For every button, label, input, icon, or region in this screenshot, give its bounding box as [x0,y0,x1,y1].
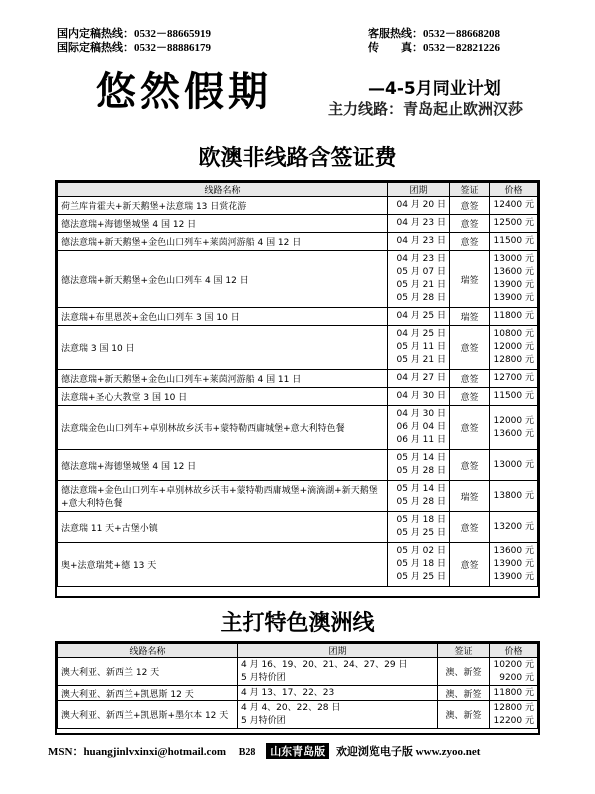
departure-date: 05 月 14 日 [396,453,446,463]
column-header: 签证 [450,183,490,197]
price [490,450,538,481]
route-name: 德法意瑞+新天鹅堡+金色山口列车+莱茵河游船 4 国 12 日 [58,233,388,251]
visa-type: 瑞签 [450,481,490,512]
table-row [58,215,538,233]
departure-date: 04 月 25 日 [396,329,446,339]
visa-type: 意签 [450,543,490,587]
table-row [58,686,538,701]
visa-type: 瑞签 [450,308,490,326]
route-name: 澳大利亚、新西兰+凯恩斯 12 天 [58,686,238,701]
departure-dates [388,233,450,251]
route-name: 法意瑞 3 国 10 日 [58,326,388,370]
price-value: 12000 元 [493,415,534,426]
plan-subtitle: —4-5月同业计划 [368,79,501,99]
price [490,233,538,251]
route-name: 法意瑞 11 天+古堡小镇 [58,512,388,543]
departure-dates [238,658,438,686]
price [490,308,538,326]
table-row [58,370,538,388]
price-value: 13600 元 [493,267,534,277]
table-row [58,326,538,370]
departure-date: 05 月 14 日 [396,484,446,494]
australia-routes-table [57,643,538,729]
price-value: 13900 元 [493,293,534,303]
departure-dates [388,543,450,587]
departure-dates [388,370,450,388]
route-name: 法意瑞+圣心大教堂 3 国 10 日 [58,388,388,406]
departure-date: 05 月 28 日 [396,293,446,303]
column-header: 团期 [238,644,438,658]
departure-date: 06 月 11 日 [396,435,446,445]
column-header: 线路名称 [58,644,238,658]
visa-type: 意签 [450,512,490,543]
departure-date: 04 月 27 日 [396,373,446,383]
departure-dates [388,215,450,233]
departure-date: 05 月 28 日 [396,497,446,507]
column-header: 价格 [490,644,538,658]
price [490,686,538,701]
price-value: 12500 元 [493,218,534,228]
departure-date: 5 月特价团 [241,715,286,726]
departure-date: 05 月 28 日 [396,466,446,476]
route-name: 德法意瑞+海德堡城堡 4 国 12 日 [58,450,388,481]
departure-date: 05 月 18 日 [396,515,446,525]
australia-routes-table-frame [55,641,540,735]
price [490,197,538,215]
route-name: 奥+法意瑞梵+德 13 天 [58,543,388,587]
departure-date: 04 月 25 日 [396,311,446,321]
edition-badge: 山东青岛版 [266,743,329,759]
price-value: 13600 元 [493,428,534,439]
departure-date: 06 月 04 日 [396,422,446,432]
price [490,512,538,543]
price [490,326,538,370]
price-value: 12800 元 [493,355,534,365]
price-value: 13800 元 [493,490,534,501]
price-value: 13900 元 [493,559,534,569]
column-header: 签证 [438,644,490,658]
price [490,658,538,686]
route-name: 法意瑞金色山口列车+卓别林故乡沃韦+蒙特勒西庸城堡+意大利特色餐 [58,406,388,450]
departure-date: 05 月 25 日 [396,528,446,538]
price-value: 12000 元 [493,342,534,352]
departure-date: 04 月 23 日 [396,254,446,264]
table-row [58,701,538,729]
route-name: 德法意瑞+海德堡城堡 4 国 12 日 [58,215,388,233]
footer [48,743,548,759]
visa-type: 澳、新签 [438,701,490,729]
price [490,406,538,450]
departure-date: 4 月 4、20、22、28 日 [241,702,341,713]
fax-number: 传 真：0532－82821226 [368,42,500,54]
price-value: 12400 元 [493,200,534,210]
price-value: 13900 元 [493,280,534,290]
route-name: 法意瑞+布里恩茨+金色山口列车 3 国 10 日 [58,308,388,326]
route-name: 荷兰库肯霍夫+新天鹅堡+法意瑞 13 日赏花游 [58,197,388,215]
price-value: 13200 元 [493,521,534,532]
column-header: 价格 [490,183,538,197]
domestic-hotline: 国内定稿热线：0532－88665919 [57,28,211,40]
route-name: 德法意瑞+金色山口列车+卓别林故乡沃韦+蒙特勒西庸城堡+滴滴湖+新天鹅堡+意大利特色餐 [58,481,388,512]
price [490,251,538,308]
departure-date: 05 月 11 日 [396,342,446,352]
column-header: 线路名称 [58,183,388,197]
departure-date: 05 月 25 日 [396,572,446,582]
departure-dates [388,326,450,370]
departure-date: 04 月 23 日 [396,236,446,246]
price-value: 9200 元 [499,672,534,683]
departure-dates [388,308,450,326]
table-row [58,308,538,326]
departure-dates [388,388,450,406]
price-value: 13000 元 [493,459,534,470]
visa-type: 意签 [450,450,490,481]
departure-dates [388,450,450,481]
departure-date: 04 月 30 日 [396,391,446,401]
price [490,543,538,587]
table-row [58,388,538,406]
price-value: 11800 元 [493,311,534,321]
departure-dates [388,406,450,450]
visa-type: 澳、新签 [438,686,490,701]
price [490,215,538,233]
visa-type: 意签 [450,326,490,370]
departure-dates [388,481,450,512]
visa-type: 意签 [450,197,490,215]
departure-date: 4 月 13、17、22、23 [241,687,335,698]
price [490,388,538,406]
visa-type: 澳、新签 [438,658,490,686]
table-row [58,450,538,481]
price-value: 10800 元 [493,329,534,339]
website-tagline: 欢迎浏览电子版 www.zyoo.net [335,746,481,758]
departure-date: 04 月 20 日 [396,200,446,210]
price-value: 13000 元 [493,254,534,264]
price [490,370,538,388]
departure-date: 04 月 23 日 [396,218,446,228]
table-row [58,251,538,308]
visa-type: 意签 [450,233,490,251]
international-hotline: 国际定稿热线：0532－88886179 [57,42,211,54]
route-name: 澳大利亚、新西兰 12 天 [58,658,238,686]
section2-title: 主打特色澳洲线 [220,611,375,636]
departure-date: 05 月 07 日 [396,267,446,277]
departure-date: 05 月 21 日 [396,280,446,290]
europe-routes-table-frame [55,180,540,598]
departure-dates [388,512,450,543]
departure-date: 05 月 18 日 [396,559,446,569]
section1-title: 欧澳非线路含签证费 [198,146,397,171]
price-value: 11800 元 [493,687,534,698]
table-row [58,658,538,686]
price [490,481,538,512]
msn-contact: MSN：huangjinlvxinxi@hotmail.com [48,746,227,758]
departure-dates [238,701,438,729]
departure-dates [388,197,450,215]
price-value: 12800 元 [493,702,534,713]
departure-dates [238,686,438,701]
price-value: 12700 元 [493,373,534,383]
price [490,701,538,729]
price-value: 11500 元 [493,391,534,401]
table-row [58,197,538,215]
visa-type: 意签 [450,406,490,450]
departure-date: 04 月 30 日 [396,409,446,419]
departure-date: 05 月 21 日 [396,355,446,365]
visa-type: 瑞签 [450,251,490,308]
table-row [58,512,538,543]
price-value: 12200 元 [493,715,534,726]
europe-routes-table [57,182,538,587]
price-value: 13600 元 [493,546,534,556]
table-row [58,543,538,587]
visa-type: 意签 [450,370,490,388]
page-number: B28 [238,747,256,758]
departure-dates [388,251,450,308]
table-row [58,481,538,512]
route-name: 德法意瑞+新天鹅堡+金色山口列车 4 国 12 日 [58,251,388,308]
column-header: 团期 [388,183,450,197]
visa-type: 意签 [450,215,490,233]
table-row [58,233,538,251]
price-value: 10200 元 [493,659,534,670]
route-line: 主力线路：青岛起止欧洲汉莎 [328,100,524,118]
price-value: 13900 元 [493,572,534,582]
service-hotline: 客服热线：0532－88668208 [368,28,500,40]
departure-date: 05 月 02 日 [396,546,446,556]
route-name: 德法意瑞+新天鹅堡+金色山口列车+莱茵河游船 4 国 11 日 [58,370,388,388]
route-name: 澳大利亚、新西兰+凯恩斯+墨尔本 12 天 [58,701,238,729]
brand-title: 悠然假期 [96,68,272,115]
table-row [58,406,538,450]
departure-date: 4 月 16、19、20、21、24、27、29 日 [241,659,408,670]
price-value: 11500 元 [493,236,534,246]
visa-type: 意签 [450,388,490,406]
departure-date: 5 月特价团 [241,672,286,683]
